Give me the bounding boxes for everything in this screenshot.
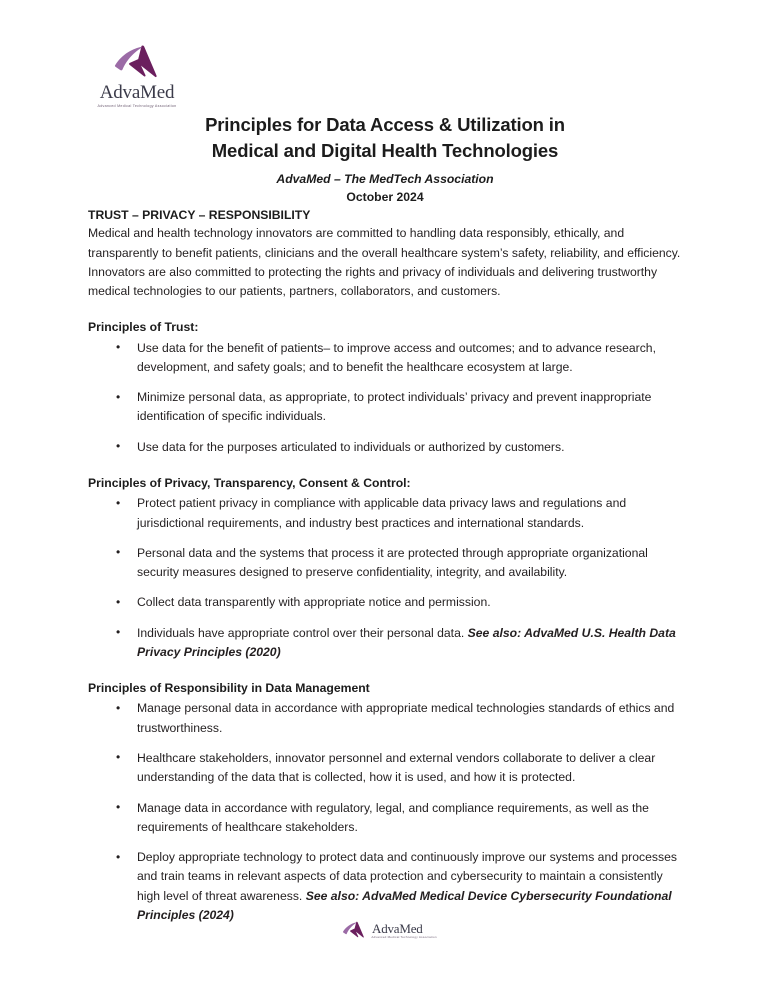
intro-paragraph: Medical and health technology innovators are committed to handling data responsibly, ethically, and transparently to benefit patients, clinicians and the overall healthcare system’s safety, reliability, and efficiency. Innovators are also committed to protecting the rights and privacy of individuals and delivering trustworthy medical technologies to our patients, partners, collaborators, and customers. — [88, 226, 681, 299]
list-item-text: Minimize personal data, as appropriate, to protect individuals’ privacy and prevent inappropriate identification of specific individuals. — [137, 390, 652, 424]
list-item — [88, 438, 682, 457]
list-item-text: Manage personal data in accordance with appropriate medical technologies standards of ethics and trustworthiness. — [137, 701, 675, 735]
advamed-header-logo — [94, 44, 180, 108]
list-item-text: Individuals have appropriate control over their personal data. — [137, 625, 468, 640]
section-principles-of-privacy — [88, 474, 682, 662]
page-title-line-2: Medical and Digital Health Technologies — [211, 140, 559, 162]
document-date: October 2024 — [346, 190, 424, 204]
list-item — [88, 494, 682, 533]
list-item — [88, 593, 682, 612]
see-also-reference: See also: AdvaMed Medical Device Cybersecurity Foundational Principles (2024) — [137, 888, 672, 922]
section-bullet-list — [88, 494, 682, 662]
advamed-logo-mark-icon — [111, 44, 163, 84]
list-item — [88, 749, 682, 788]
list-item — [88, 848, 682, 925]
list-item-text: Healthcare stakeholders, innovator personnel and external vendors collaborate to deliver a clear understanding of the data that is collected, how it is used, and how it is protected. — [137, 750, 656, 785]
page-title-line-1: Principles for Data Access & Utilization in — [205, 114, 565, 135]
list-item — [88, 388, 682, 427]
list-item — [88, 799, 682, 838]
list-item-text: Deploy appropriate technology to protect data and continuously improve our systems and processes and train teams in relevant aspects of data protection and cybersecurity to maintain a consistently high level of threat awareness. — [137, 850, 677, 903]
title-block — [88, 112, 682, 205]
document-body — [88, 206, 682, 925]
section-bullet-list — [88, 339, 682, 457]
section-heading: Principles of Responsibility in Data Management — [88, 681, 370, 696]
logo-wordmark: AdvaMed — [372, 920, 423, 936]
list-item-text: Use data for the purposes articulated to individuals or authorized by customers. — [137, 439, 565, 454]
section-bullet-list — [88, 699, 682, 925]
list-item-text: Use data for the benefit of patients– to improve access and outcomes; and to advance research, development, and safety goals; and to benefit the healthcare ecosystem at large. — [137, 340, 656, 374]
see-also-reference: See also: AdvaMed U.S. Health Data Privacy Principles (2020) — [137, 625, 676, 659]
page-title — [88, 112, 682, 165]
list-item-text: Personal data and the systems that process it are protected through appropriate organizational security measures designed to preserve confidentiality, integrity, and availability. — [137, 545, 648, 580]
section-heading: Principles of Privacy, Transparency, Consent & Control: — [88, 475, 411, 490]
list-item — [88, 544, 682, 583]
list-item — [88, 699, 682, 738]
section-heading: Principles of Trust: — [88, 320, 199, 335]
section-principles-of-trust — [88, 318, 682, 457]
list-item — [88, 339, 682, 378]
logo-tagline: Advanced Medical Technology Association — [371, 934, 437, 939]
footer-logo-text — [371, 920, 437, 939]
intro-heading: TRUST – PRIVACY – RESPONSIBILITY — [88, 208, 311, 222]
advamed-footer-logo — [341, 916, 437, 946]
advamed-logo-mark-icon — [341, 920, 367, 942]
list-item — [88, 624, 682, 663]
list-item-text: Manage data in accordance with regulatory, legal, and compliance requirements, as well as the requirements of healthcare stakeholders. — [137, 800, 649, 834]
logo-wordmark: AdvaMed — [99, 82, 175, 103]
list-item-text: Protect patient privacy in compliance with applicable data privacy laws and regulations and jurisdictional requirements, and industry best practices and international standards. — [137, 496, 627, 530]
logo-tagline: Advanced Medical Technology Association — [97, 104, 177, 108]
list-item-text: Collect data transparently with appropriate notice and permission. — [137, 595, 491, 610]
section-principles-of-responsibility — [88, 679, 682, 925]
document-subtitle: AdvaMed – The MedTech Association — [276, 171, 494, 186]
